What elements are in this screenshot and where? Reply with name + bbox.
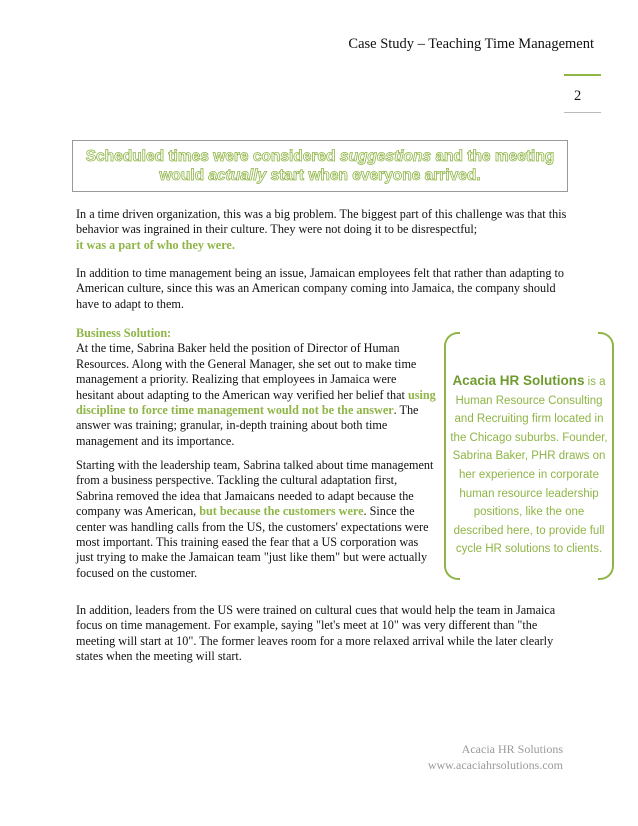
paragraph-1: In a time driven organization, this was a big problem. The biggest part of this challenge was that this behavior was ingrained in their culture. They were not doing it to be disrespectful; it was a part of who they were. bbox=[76, 207, 567, 252]
header-accent-rule bbox=[564, 74, 601, 76]
paragraph-business-solution: Business Solution: At the time, Sabrina Baker held the position of Director of Human Resources. Along with the General Manager, she set out to make time management a priority. Realizing that employees in Jamaica were hesitant about adapting to the American way verified her belief that using discipline to force time management would not be the answer. The answer was training; granular, in-depth training about both time management and its importance. bbox=[76, 326, 436, 448]
paragraph-4: Starting with the leadership team, Sabrina talked about time management from a business perspective. Tackling the cultural adaptation first, Sabrina removed the idea that Jamaicans needed to adapt because the company was American, but because the customers were. Since the center was handling calls from the US, the customers' expectations were most important. This training eased the fear that a US corporation was just trying to make the Jamaican team "just like them" but were actually focused on the customer. bbox=[76, 458, 434, 580]
sidebar-brand: Acacia HR Solutions bbox=[452, 373, 585, 388]
sidebar-callout: Acacia HR Solutions is a Human Resource Consulting and Recruiting firm located in the Chicago suburbs. Founder, Sabrina Baker, PHR draws on her experience in corporate human resource leadership positions, like the one described here, to provide full cycle HR solutions to clients. bbox=[450, 373, 608, 556]
paragraph-5: In addition, leaders from the US were trained on cultural cues that would help the team in Jamaica focus on time management. For example, saying "let's meet at 10" was very different than "the meeting will start at 10". The former leaves room for a more relaxed arrival while the later clearly states when the meeting will start. bbox=[76, 603, 556, 664]
highlight-text: but because the customers were bbox=[199, 504, 364, 519]
header-title: Case Study – Teaching Time Management bbox=[348, 36, 594, 52]
highlight-text: it was a part of who they were. bbox=[76, 237, 235, 252]
pull-quote: Scheduled times were considered suggestions and the meeting would actually start when everyone arrived. bbox=[85, 148, 555, 184]
paragraph-2: In addition to time management being an issue, Jamaican employees felt that rather than adapting to American culture, since this was an American company coming into Jamaica, the company should have to adapt to them. bbox=[76, 266, 565, 311]
footer-company: Acacia HR Solutions bbox=[461, 742, 563, 756]
highlight-text: using discipline to force time management would not be the answer bbox=[76, 387, 436, 418]
header-divider bbox=[564, 112, 601, 113]
pull-quote-box bbox=[72, 140, 568, 192]
page-number: 2 bbox=[574, 88, 582, 104]
section-heading: Business Solution: bbox=[76, 326, 172, 340]
footer-url: www.acaciahrsolutions.com bbox=[427, 758, 563, 772]
